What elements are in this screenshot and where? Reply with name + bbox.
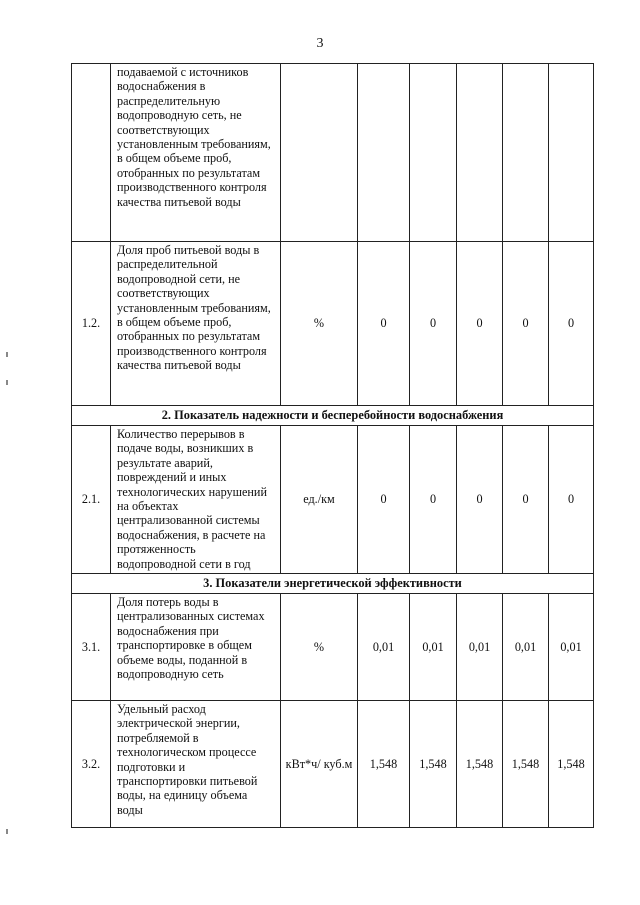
unit-cell: %: [281, 594, 358, 701]
value-cell: 0: [410, 426, 457, 574]
value-cell: 0,01: [457, 594, 503, 701]
value-cell: 0: [410, 242, 457, 406]
section-header-row: [72, 406, 594, 426]
value-cell: 0: [457, 426, 503, 574]
value-cell: 0: [503, 426, 549, 574]
row-number-cell: 2.1.: [72, 426, 111, 574]
scan-edge-mark: [6, 829, 8, 834]
value-cell: [503, 64, 549, 242]
value-cell: 0,01: [358, 594, 410, 701]
row-number-cell: 1.2.: [72, 242, 111, 406]
value-cell: 0: [549, 426, 594, 574]
table-row-3-1: [72, 594, 594, 701]
value-cell: [358, 64, 410, 242]
value-cell: 0: [358, 426, 410, 574]
value-cell: 1,548: [457, 701, 503, 828]
value-cell: 1,548: [358, 701, 410, 828]
section-header-row: [72, 574, 594, 594]
indicator-name-cell: Доля потерь воды в централизованных системах водоснабжения при транспортировке в общем объеме воды, поданной в водопроводную сеть: [111, 594, 281, 701]
indicator-name-cell: Удельный расход электрической энергии, потребляемой в технологическом процессе подготовки и транспортировки питьевой воды, на единицу объема воды: [111, 701, 281, 828]
value-cell: 0: [457, 242, 503, 406]
value-cell: 0,01: [410, 594, 457, 701]
table-row-3-2: [72, 701, 594, 828]
unit-cell: %: [281, 242, 358, 406]
row-number-cell: 3.1.: [72, 594, 111, 701]
row-number-cell: [72, 64, 111, 242]
value-cell: [410, 64, 457, 242]
unit-cell: кВт*ч/ куб.м: [281, 701, 358, 828]
value-cell: 1,548: [549, 701, 594, 828]
table-row-1-2: [72, 242, 594, 406]
unit-cell: [281, 64, 358, 242]
value-cell: 0: [503, 242, 549, 406]
value-cell: 1,548: [503, 701, 549, 828]
value-cell: 1,548: [410, 701, 457, 828]
scan-edge-mark: [6, 380, 8, 385]
value-cell: [457, 64, 503, 242]
row-number-cell: 3.2.: [72, 701, 111, 828]
value-cell: 0,01: [549, 594, 594, 701]
unit-cell: ед./км: [281, 426, 358, 574]
value-cell: 0: [549, 242, 594, 406]
table-row-continuation: [72, 64, 594, 242]
section-title: 3. Показатели энергетической эффективности: [72, 574, 594, 594]
table-row-2-1: [72, 426, 594, 574]
page-number: 3: [316, 36, 324, 51]
value-cell: 0,01: [503, 594, 549, 701]
section-title: 2. Показатель надежности и бесперебойности водоснабжения: [72, 406, 594, 426]
scan-edge-mark: [6, 352, 8, 357]
indicator-name-cell: Количество перерывов в подаче воды, возникших в результате аварий, повреждений и иных технологических нарушений на объектах централизованной системы водоснабжения, в расчете на протяженность водопроводной сети в год: [111, 426, 281, 574]
value-cell: 0: [358, 242, 410, 406]
indicators-table: [71, 63, 594, 828]
indicator-name-cell: подаваемой с источников водоснабжения в распределительную водопроводную сеть, не соответствующих установленным требованиям, в общем объеме проб, отобранных по результатам производственного контроля качества питьевой воды: [111, 64, 281, 242]
indicator-name-cell: Доля проб питьевой воды в распределительной водопроводной сети, не соответствующих установленным требованиям, в общем объеме проб, отобранных по результатам производственного контроля качества питьевой воды: [111, 242, 281, 406]
value-cell: [549, 64, 594, 242]
